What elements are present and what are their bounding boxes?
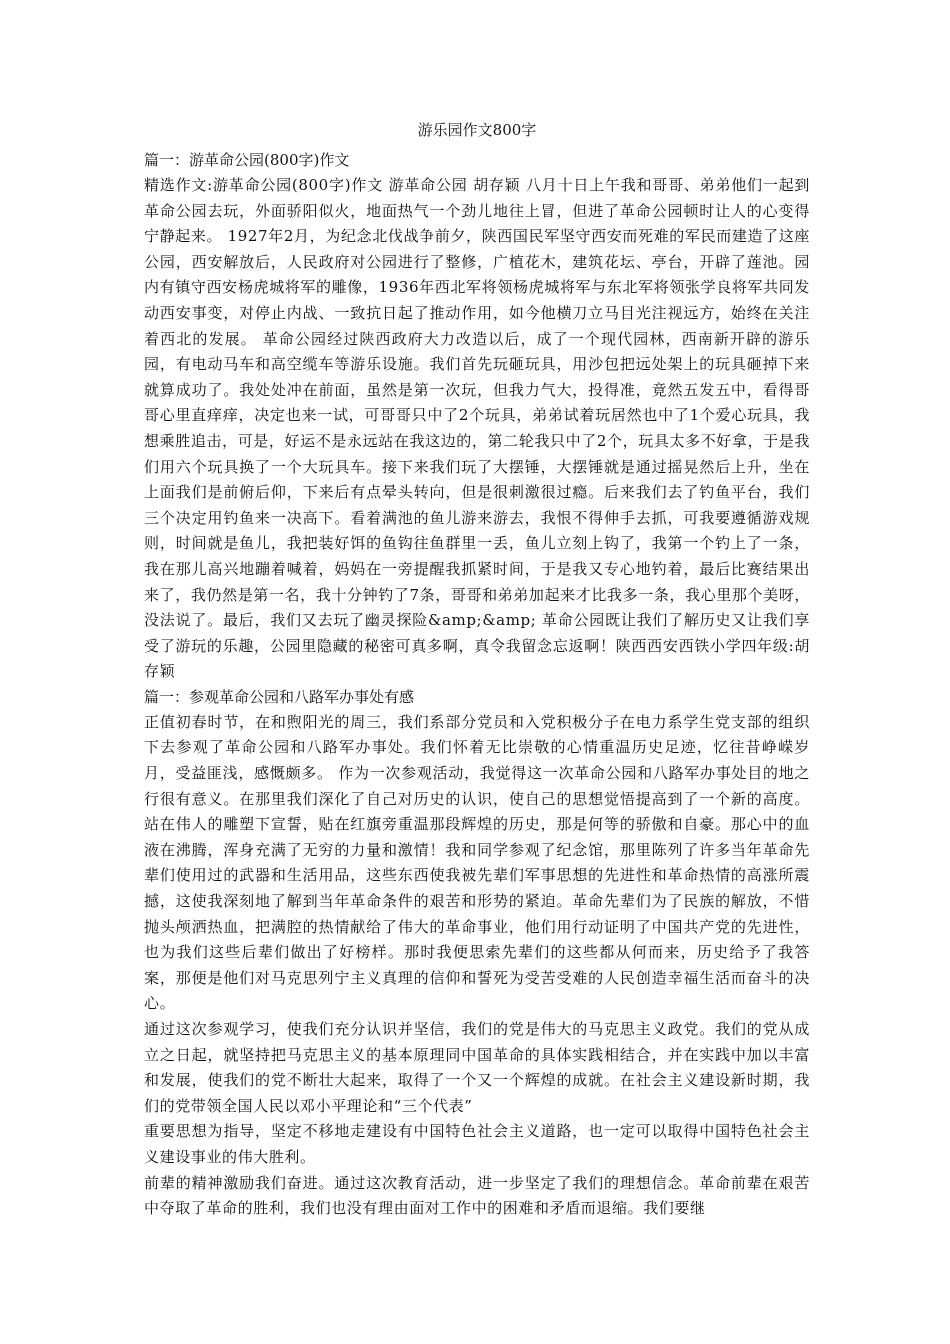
document-page <box>144 118 810 1222</box>
paragraph: 正值初春时节，在和煦阳光的周三，我们系部分党员和入党积极分子在电力系学生党支部的组织下去参观了革命公园和八路军办事处。我们怀着无比崇敬的心情重温历史足迹，忆往昔峥嵘岁月，受益匪浅，感慨颇多。 作为一次参观活动，我觉得这一次革命公园和八路军办事处目的地之行很有意义。在那里我们深化了自己对历史的认识，使自己的思想觉悟提高到了一个新的高度。站在伟人的雕塑下宣誓，贴在红旗旁重温那段辉煌的历史，那是何等的骄傲和自豪。那心中的血液在沸腾，浑身充满了无穷的力量和激情！我和同学参观了纪念馆，那里陈列了许多当年革命先辈们使用过的武器和生活用品，这些东西使我被先辈们军事思想的先进性和革命热情的高涨所震撼，这使我深刻地了解到当年革命条件的艰苦和形势的紧迫。革命先辈们为了民族的解放，不惜抛头颅洒热血，把满腔的热情献给了伟大的革命事业，他们用行动证明了中国共产党的先进性，也为我们这些后辈们做出了好榜样。那时我便思索先辈们的这些都从何而来，历史给予了我答案，那便是他们对马克思列宁主义真理的信仰和誓死为受苦受难的人民创造幸福生活而奋斗的决心。 <box>144 712 810 1013</box>
section-2 <box>144 685 810 1222</box>
document-title: 游乐园作文800字 <box>417 121 537 139</box>
section-1 <box>144 148 810 685</box>
paragraph: 通过这次参观学习，使我们充分认识并坚信，我们的党是伟大的马克思主义政党。我们的党从成立之日起，就坚持把马克思主义的基本原理同中国革命的具体实践相结合，并在实践中加以丰富和发展，使我们的党不断壮大起来，取得了一个又一个辉煌的成就。在社会主义建设新时期，我们的党带领全国人民以邓小平理论和“三个代表” <box>144 1020 810 1115</box>
paragraph: 前辈的精神激励我们奋进。通过这次教育活动，进一步坚定了我们的理想信念。革命前辈在艰苦中夺取了革命的胜利，我们也没有理由面对工作中的困难和矛盾而退缩。我们要继 <box>144 1173 810 1218</box>
paragraph: 重要思想为指导，坚定不移地走建设有中国特色社会主义道路，也一定可以取得中国特色社会主义建设事业的伟大胜利。 <box>144 1122 810 1166</box>
section-heading: 篇一：游革命公园(800字)作文 <box>144 151 350 169</box>
paragraph: 精选作文:游革命公园(800字)作文 游革命公园 胡存颖 八月十日上午我和哥哥、弟弟他们一起到革命公园去玩，外面骄阳似火，地面热气一个劲儿地往上冒，但进了革命公园顿时让人的心变得宁静起来。 1927年2月，为纪念北伐战争前夕，陕西国民军坚守西安而死难的军民而建造了这座公园，西安解放后，人民政府对公园进行了整修，广植花木，建筑花坛、亭台，开辟了莲池。园内有镇守西安杨虎城将军的雕像，1936年西北军将领杨虎城将军与东北军将领张学良将军共同发动西安事变，对停止内战、一致抗日起了推动作用，如今他横刀立马目光注视远方，始终在关注着西北的发展。 革命公园经过陕西政府大力改造以后，成了一个现代园林，西南新开辟的游乐园，有电动马车和高空缆车等游乐设施。我们首先玩砸玩具，用沙包把远处架上的玩具砸掉下来就算成功了。我处处冲在前面，虽然是第一次玩，但我力气大，投得准，竟然五发五中，看得哥哥心里直痒痒，决定也来一试，可哥哥只中了2个玩具，弟弟试着玩居然也中了1个爱心玩具，我想乘胜追击，可是，好运不是永远站在我这边的，第二轮我只中了2个，玩具太多不好拿，于是我们用六个玩具换了一个大玩具车。接下来我们玩了大摆锤，大摆锤就是通过摇晃然后上升，坐在上面我们是前俯后仰，下来后有点晕头转向，但是很刺激很过瘾。后来我们去了钓鱼平台，我们三个决定用钓鱼来一决高下。看着满池的鱼儿游来游去，我恨不得伸手去抓，可我要遵循游戏规则，时间就是鱼儿，我把装好饵的鱼钩往鱼群里一丢，鱼儿立刻上钩了，我第一个钓上了一条，我在那儿高兴地蹦着喊着，妈妈在一旁提醒我抓紧时间，于是我又专心地钓着，最后比赛结果出来了，我仍然是第一名，我十分钟钓了7条，哥哥和弟弟加起来才比我多一条，我心里那个美呀，没法说了。最后，我们又去玩了幽灵探险&amp;&amp; 革命公园既让我们了解历史又让我们享受了游玩的乐趣，公园里隐藏的秘密可真多啊，真令我留念忘返啊！陕西西安西铁小学四年级:胡存颖 <box>144 176 810 681</box>
section-heading: 篇一：参观革命公园和八路军办事处有感 <box>144 687 415 706</box>
